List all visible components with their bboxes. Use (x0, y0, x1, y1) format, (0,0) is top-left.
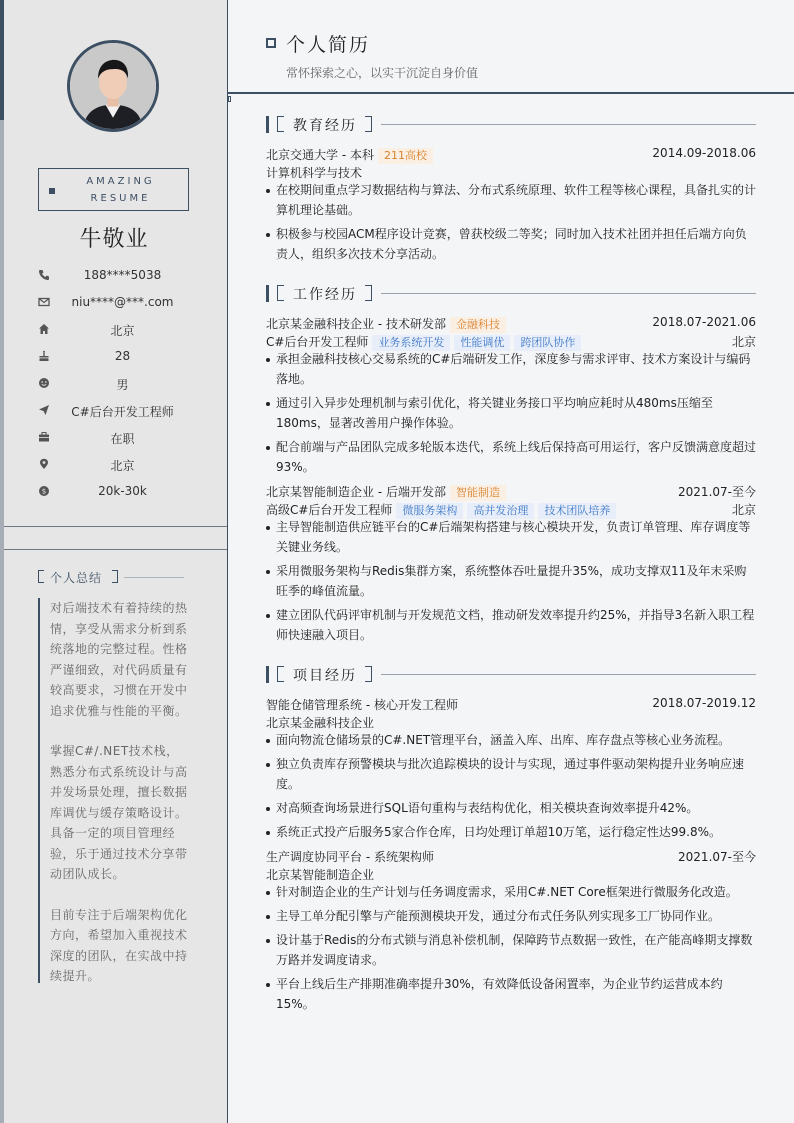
project-org-row (266, 714, 756, 731)
mail-icon (38, 296, 50, 308)
job-header-row (266, 483, 756, 500)
education-major-row (266, 164, 756, 181)
info-status (0, 428, 228, 448)
summary-title: 个人总结 (50, 571, 103, 585)
project-bullet: 系统正式投产后服务5家合作仓库，日均处理订单超10万笔，运行稳定性达99.8%。 (266, 823, 756, 843)
section-rule (381, 124, 756, 125)
summary-heading-rule (124, 577, 184, 578)
skill-tag: 性能调优 (454, 335, 510, 351)
project-org-row (266, 866, 756, 883)
page-title: 个人简历 (286, 34, 371, 56)
project-bullet: 针对制造企业的生产计划与任务调度需求，采用C#.NET Core框架进行微服务化改造。 (266, 883, 756, 903)
resume-header (228, 0, 794, 94)
education-header-row (266, 146, 756, 163)
section-title: 教育经历 (293, 118, 357, 134)
send-icon (38, 404, 50, 416)
info-position (0, 401, 228, 421)
face-icon (38, 377, 50, 389)
project-period: 2018.07-2019.12 (652, 696, 756, 710)
info-age-value: 28 (114, 349, 131, 363)
info-home-value: 北京 (110, 324, 135, 338)
info-status-value: 在职 (110, 432, 135, 446)
phone-icon (38, 269, 50, 281)
job-period: 2018.07-2021.06 (652, 315, 756, 329)
summary-paragraph: 掌握C#/.NET技术栈，熟悉分布式系统设计与高并发场景处理，擅长数据库调优与缓存策略设计。具备一定的项目管理经验，乐于通过技术分享带动团队成长。 (50, 744, 188, 881)
section-bar-icon (266, 116, 269, 133)
section-projects-heading (266, 666, 756, 684)
bracket-left-icon (38, 570, 44, 583)
skill-tag: 跨团队协作 (514, 335, 581, 351)
project-period: 2021.07-至今 (678, 850, 756, 864)
amazing-resume-badge (38, 168, 189, 211)
job-role: C#后台开发工程师 (266, 335, 369, 349)
info-position-value: C#后台开发工程师 (71, 405, 174, 419)
section-education-heading (266, 116, 756, 134)
job-bullet: 配合前端与产品团队完成多轮版本迭代，系统上线后保持高可用运行，客户反馈满意度超过93%。 (266, 438, 756, 477)
job-company: 北京某金融科技企业 - 技术研发部 (266, 317, 446, 331)
job-period: 2021.07-至今 (678, 485, 756, 499)
sidebar (0, 0, 228, 1123)
skill-tag: 高并发治理 (467, 503, 534, 519)
person-name: 牛敬业 (79, 227, 149, 252)
project-bullet: 面向物流仓储场景的C#.NET管理平台，涵盖入库、出库、库存盘点等核心业务流程。 (266, 731, 756, 751)
sidebar-divider-top (4, 526, 227, 527)
project-bullet: 设计基于Redis的分布式锁与消息补偿机制，保障跨节点数据一致性，在产能高峰期支撑数万路并发调度请求。 (266, 931, 756, 970)
info-gender-value: 男 (116, 378, 129, 392)
avatar (67, 40, 159, 132)
title-square-icon (266, 38, 276, 48)
info-age (0, 347, 228, 367)
education-bullet: 在校期间重点学习数据结构与算法、分布式系统原理、软件工程等核心课程，具备扎实的计算机理论基础。 (266, 181, 756, 220)
summary-body (38, 598, 188, 983)
bracket-left-icon (277, 285, 284, 301)
summary-paragraph: 对后端技术有着持续的热情，享受从需求分析到系统落地的完整过程。性格严谨细致，对代码质量有较高要求，习惯在开发中追求优雅与性能的平衡。 (50, 601, 188, 718)
job-bullet: 承担金融科技核心交易系统的C#后端研发工作，深度参与需求评审、技术方案设计与编码落地。 (266, 350, 756, 389)
bracket-left-icon (277, 666, 284, 682)
project-bullet: 主导工单分配引擎与产能预测模块开发，通过分布式任务队列实现多工厂协同作业。 (266, 907, 756, 927)
bracket-right-icon (365, 116, 372, 132)
job-city: 北京 (731, 335, 756, 349)
motto: 常怀探索之心，以实干沉淀自身价值 (286, 66, 479, 80)
cake-icon (38, 350, 50, 362)
skill-tag: 业务系统开发 (372, 335, 450, 351)
project-bullet: 对高频查询场景进行SQL语句重构与表结构优化，相关模块查询效率提升42%。 (266, 799, 756, 819)
sidebar-divider-bottom (4, 549, 227, 550)
job-header-row (266, 315, 756, 332)
money-icon (38, 485, 50, 497)
bracket-right-icon (112, 570, 118, 583)
job-role-row (266, 501, 756, 518)
job-company: 北京某智能制造企业 - 后端开发部 (266, 485, 446, 499)
skill-tag: 技术团队培养 (538, 503, 616, 519)
section-rule (381, 674, 756, 675)
section-bar-icon (266, 666, 269, 683)
bracket-left-icon (277, 116, 284, 132)
section-work-heading (266, 285, 756, 303)
info-salary-value: 20k-30k (98, 484, 147, 498)
bracket-right-icon (365, 666, 372, 682)
info-email (0, 293, 228, 313)
job-bullet: 建立团队代码评审机制与开发规范文档，推动研发效率提升约25%，并指导3名新入职工程师快速融入项目。 (266, 606, 756, 645)
bracket-right-icon (365, 285, 372, 301)
section-title: 项目经历 (293, 668, 357, 684)
info-home (0, 320, 228, 340)
skill-tag: 微服务架构 (396, 503, 463, 519)
project-name: 生产调度协同平台 - 系统架构师 (266, 850, 434, 864)
job-industry-tag: 智能制造 (450, 485, 506, 501)
job-bullet: 采用微服务架构与Redis集群方案，系统整体吞吐量提升35%，成功支撑双11及年末采购旺季的峰值流量。 (266, 562, 756, 601)
info-gender (0, 374, 228, 394)
sidebar-accent-strip (0, 0, 4, 1123)
info-phone (0, 266, 228, 286)
location-icon (38, 458, 50, 470)
job-bullet: 通过引入异步处理机制与索引优化，将关键业务接口平均响应耗时从480ms压缩至180ms，显著改善用户操作体验。 (266, 394, 756, 433)
project-org: 北京某金融科技企业 (266, 716, 375, 730)
project-name: 智能仓储管理系统 - 核心开发工程师 (266, 698, 458, 712)
job-city: 北京 (731, 503, 756, 517)
project-header-row (266, 848, 756, 865)
project-bullet: 独立负责库存预警模块与批次追踪模块的设计与实现，通过事件驱动架构提升业务响应速度。 (266, 755, 756, 794)
summary-heading (38, 569, 188, 583)
education-bullet: 积极参与校园ACM程序设计竞赛，曾获校级二等奖；同时加入技术社团并担任后端方向负责人，组织多次技术分享活动。 (266, 225, 756, 264)
svg-text:$: $ (41, 487, 47, 496)
header-tick-icon (228, 96, 231, 102)
badge-line-2: RESUME (90, 193, 151, 204)
education-period: 2014.09-2018.06 (652, 146, 756, 160)
avatar-photo-icon (70, 43, 156, 129)
project-bullet: 平台上线后生产排期准确率提升30%，有效降低设备闲置率，为企业节约运营成本约15%。 (266, 975, 756, 1014)
info-salary (0, 482, 228, 502)
job-industry-tag: 金融科技 (450, 317, 506, 333)
info-email-value: niu****@***.com (71, 295, 174, 309)
info-location (0, 455, 228, 475)
section-rule (381, 293, 756, 294)
school-name: 北京交通大学 - 本科 (266, 148, 374, 162)
project-header-row (266, 696, 756, 713)
info-location-value: 北京 (110, 459, 135, 473)
job-role-row (266, 333, 756, 350)
school-tag: 211高校 (378, 148, 433, 164)
job-role: 高级C#后台开发工程师 (266, 503, 393, 517)
section-bar-icon (266, 285, 269, 302)
badge-line-1: AMAZING (86, 176, 155, 187)
briefcase-icon (38, 431, 50, 443)
section-title: 工作经历 (293, 287, 357, 303)
summary-paragraph: 目前专注于后端架构优化方向，希望加入重视技术深度的团队，在实战中持续提升。 (50, 907, 188, 983)
job-bullet: 主导智能制造供应链平台的C#后端架构搭建与核心模块开发，负责订单管理、库存调度等关键业务线。 (266, 518, 756, 557)
info-phone-value: 188****5038 (83, 268, 162, 282)
major: 计算机科学与技术 (266, 166, 363, 180)
home-icon (38, 323, 50, 335)
project-org: 北京某智能制造企业 (266, 868, 375, 882)
